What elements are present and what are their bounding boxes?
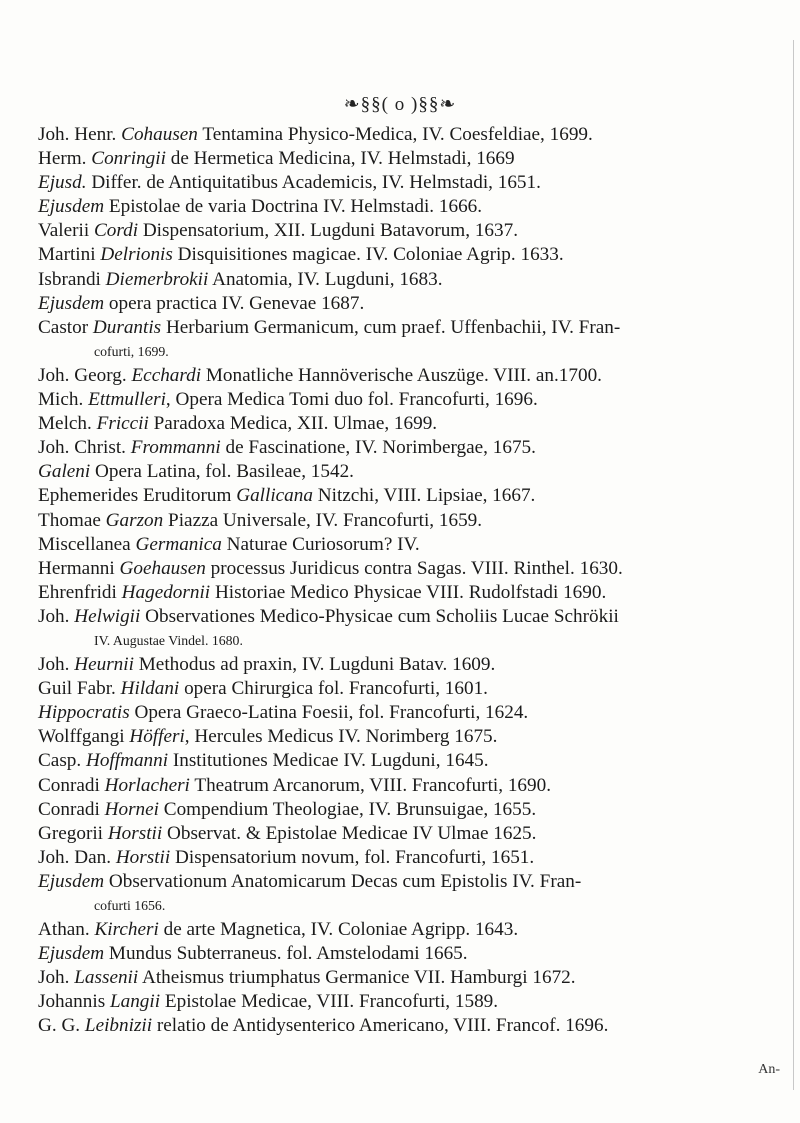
entry-title: Historiae Medico Physicae VIII. Rudolfstadi 1690. bbox=[210, 581, 607, 603]
catalog-entry bbox=[38, 822, 783, 846]
entry-title: Nitzchi, VIII. Lipsiae, 1667. bbox=[312, 485, 536, 507]
entry-title: Dispensatorium novum, fol. Francofurti, 1651. bbox=[170, 846, 535, 868]
catalog-entry bbox=[38, 316, 783, 340]
entry-title: de arte Magnetica, IV. Coloniae Agripp. 1643. bbox=[158, 919, 519, 941]
entry-title: Opera Graeco-Latina Foesii, fol. Francofurti, 1624. bbox=[129, 702, 529, 724]
entry-prefix: Isbrandi bbox=[38, 268, 106, 290]
entry-title: opera Chirurgica fol. Francofurti, 1601. bbox=[179, 678, 488, 700]
entry-title: Methodus ad praxin, IV. Lugduni Batav. 1609. bbox=[133, 654, 496, 676]
catalog-entry bbox=[38, 990, 783, 1014]
entry-title: Epistolae de varia Doctrina IV. Helmstadi. 1666. bbox=[104, 196, 483, 218]
entry-author: Horstii bbox=[115, 846, 171, 868]
entry-prefix: Joh. bbox=[38, 967, 75, 989]
entry-title: Disquisitiones magicae. IV. Coloniae Agrip. 1633. bbox=[172, 244, 564, 266]
entry-prefix: Thomae bbox=[38, 509, 106, 531]
entry-title: Mundus Subterraneus. fol. Amstelodami 1665. bbox=[104, 943, 468, 965]
entry-prefix: Martini bbox=[38, 244, 101, 266]
entry-prefix: Athan. bbox=[38, 919, 95, 941]
entry-author: Hagedornii bbox=[121, 581, 211, 603]
catalog-entry bbox=[38, 1014, 783, 1038]
catchword: An- bbox=[758, 1062, 780, 1077]
entry-author: Helwigii bbox=[74, 605, 141, 627]
entry-prefix: Miscellanea bbox=[38, 533, 136, 555]
entry-list bbox=[38, 123, 783, 1039]
entry-prefix: Conradi bbox=[38, 774, 105, 796]
entry-author: Horlacheri bbox=[104, 774, 190, 796]
entry-author: Ecchardi bbox=[131, 364, 202, 386]
catalog-entry bbox=[38, 243, 783, 267]
catalog-entry bbox=[38, 147, 783, 171]
entry-author: Heurnii bbox=[74, 654, 134, 676]
entry-title: Paradoxa Medica, XII. Ulmae, 1699. bbox=[148, 413, 438, 435]
entry-prefix: Guil Fabr. bbox=[38, 678, 121, 700]
entry-prefix: Hermanni bbox=[38, 557, 120, 579]
entry-author: Leibnizii bbox=[84, 1015, 153, 1037]
entry-author: Gallicana bbox=[236, 485, 313, 507]
entry-title: , Opera Medica Tomi duo fol. Francofurti, 1696. bbox=[165, 389, 538, 411]
entry-prefix: G. G. bbox=[38, 1015, 85, 1037]
catalog-entry bbox=[38, 460, 783, 484]
entry-author: Kircheri bbox=[94, 919, 159, 941]
entry-author: Frommanni bbox=[130, 437, 221, 459]
entry-author: Conringii bbox=[91, 148, 166, 170]
entry-title: Herbarium Germanicum, cum praef. Uffenbachii, IV. Fran- bbox=[161, 316, 621, 338]
entry-prefix: Ehrenfridi bbox=[38, 581, 122, 603]
entry-author: Galeni bbox=[38, 461, 91, 483]
entry-title: Dispensatorium, XII. Lugduni Batavorum, 1637. bbox=[138, 220, 518, 242]
entry-prefix: Joh. Georg. bbox=[38, 364, 132, 386]
catalog-entry bbox=[38, 749, 783, 773]
entry-prefix: Johannis bbox=[38, 991, 110, 1013]
entry-prefix: Joh. bbox=[38, 654, 75, 676]
catalog-entry bbox=[38, 195, 783, 219]
catalog-entry bbox=[38, 677, 783, 701]
catalog-entry bbox=[38, 533, 783, 557]
entry-author: Cordi bbox=[93, 220, 139, 242]
entry-title: Observationes Medico-Physicae cum Scholiis Lucae Schrökii bbox=[140, 605, 619, 627]
catalog-entry bbox=[38, 870, 783, 894]
entry-title: de Fascinatione, IV. Norimbergae, 1675. bbox=[220, 437, 536, 459]
entry-author: Hildani bbox=[120, 678, 180, 700]
entry-author: Ejusdem bbox=[38, 196, 105, 218]
catalog-entry bbox=[38, 509, 783, 533]
catalog-entry bbox=[38, 846, 783, 870]
entry-title: Epistolae Medicae, VIII. Francofurti, 1589. bbox=[160, 991, 499, 1013]
header-ornament: ❧§§( o )§§❧ bbox=[343, 94, 457, 115]
catalog-entry bbox=[38, 942, 783, 966]
entry-author: Diemerbrokii bbox=[105, 268, 209, 290]
entry-title: Anatomia, IV. Lugduni, 1683. bbox=[208, 268, 443, 290]
entry-prefix: Joh. Henr. bbox=[38, 124, 122, 145]
entry-author: Friccii bbox=[96, 413, 149, 435]
entry-prefix: Valerii bbox=[38, 220, 94, 242]
catalog-entry bbox=[38, 557, 783, 581]
catalog-entry bbox=[38, 484, 783, 508]
entry-author: Ettmulleri bbox=[88, 389, 166, 411]
catalog-entry bbox=[38, 701, 783, 725]
entry-prefix: Ephemerides Eruditorum bbox=[38, 485, 237, 507]
entry-continuation: IV. Augustae Vindel. 1680. bbox=[94, 632, 243, 648]
catalog-entry bbox=[38, 774, 783, 798]
catalog-entry bbox=[38, 292, 783, 316]
entry-title: Atheismus triumphatus Germanice VII. Hamburgi 1672. bbox=[138, 967, 576, 989]
entry-author: Garzon bbox=[105, 509, 164, 531]
entry-prefix: Joh. bbox=[38, 605, 75, 627]
entry-author: Horstii bbox=[107, 822, 163, 844]
entry-prefix: Joh. Dan. bbox=[38, 846, 116, 868]
entry-author: Goehausen bbox=[119, 557, 206, 579]
entry-author: Durantis bbox=[92, 316, 162, 338]
entry-author: Delrionis bbox=[100, 244, 173, 266]
entry-title: Institutiones Medicae IV. Lugduni, 1645. bbox=[168, 750, 489, 772]
catalog-entry bbox=[38, 725, 783, 749]
entry-title: Tentamina Physico-Medica, IV. Coesfeldiae, 1699. bbox=[197, 124, 593, 145]
catalog-entry bbox=[38, 388, 783, 412]
entry-prefix: Conradi bbox=[38, 798, 105, 820]
entry-title: Compendium Theologiae, IV. Brunsuigae, 1655. bbox=[158, 798, 537, 820]
entry-prefix: Mich. bbox=[38, 389, 89, 411]
entry-title: relatio de Antidysenterico Americano, VIII. Francof. 1696. bbox=[152, 1015, 609, 1037]
entry-title: Observat. & Epistolae Medicae IV Ulmae 1625. bbox=[162, 822, 537, 844]
catalog-entry bbox=[38, 798, 783, 822]
catalog-entry bbox=[38, 581, 783, 605]
entry-prefix: Casp. bbox=[38, 750, 86, 772]
entry-title: de Hermetica Medicina, IV. Helmstadi, 1669 bbox=[165, 148, 515, 170]
entry-author: Ejusdem bbox=[38, 292, 105, 314]
entry-title: Theatrum Arcanorum, VIII. Francofurti, 1690. bbox=[189, 774, 552, 796]
catalog-entry bbox=[38, 918, 783, 942]
catalog-entry bbox=[38, 605, 783, 629]
page-edge bbox=[793, 40, 794, 1090]
entry-author: Ejusdem bbox=[38, 870, 105, 892]
entry-author: Hoffmanni bbox=[85, 750, 169, 772]
entry-title: Naturae Curiosorum? IV. bbox=[221, 533, 420, 555]
entry-author: Hornei bbox=[104, 798, 159, 820]
entry-prefix: Castor bbox=[38, 316, 93, 338]
entry-title: Observationum Anatomicarum Decas cum Epistolis IV. Fran- bbox=[104, 870, 582, 892]
entry-title: Differ. de Antiquitatibus Academicis, IV. Helmstadi, 1651. bbox=[86, 172, 541, 194]
catalog-entry bbox=[38, 412, 783, 436]
catalog-entry bbox=[38, 123, 783, 147]
catalog-entry bbox=[38, 171, 783, 195]
entry-prefix: Wolffgangi bbox=[38, 726, 130, 748]
entry-continuation: cofurti 1656. bbox=[94, 898, 166, 913]
entry-author: Ejusdem bbox=[38, 943, 105, 965]
entry-prefix: Melch. bbox=[38, 413, 97, 435]
entry-continuation: cofurti, 1699. bbox=[94, 343, 169, 359]
entry-author: Ejusd. bbox=[38, 172, 87, 194]
entry-title: opera practica IV. Genevae 1687. bbox=[104, 292, 365, 314]
entry-title: , Hercules Medicus IV. Norimberg 1675. bbox=[184, 726, 498, 748]
entry-title: Monatliche Hannöverische Auszüge. VIII. an.1700. bbox=[201, 364, 602, 386]
entry-author: Langii bbox=[109, 991, 161, 1013]
entry-prefix: Joh. Christ. bbox=[38, 437, 131, 459]
catalog-entry bbox=[38, 364, 783, 388]
catalog-entry bbox=[38, 219, 783, 243]
entry-author: Lassenii bbox=[74, 967, 139, 989]
entry-prefix: Gregorii bbox=[38, 822, 108, 844]
entry-title: processus Juridicus contra Sagas. VIII. Rinthel. 1630. bbox=[205, 557, 623, 579]
catalog-entry bbox=[38, 436, 783, 460]
catalog-entry bbox=[38, 653, 783, 677]
catalog-entry bbox=[38, 268, 783, 292]
entry-prefix: Herm. bbox=[38, 148, 92, 170]
catalog-entry bbox=[38, 966, 783, 990]
entry-title: Opera Latina, fol. Basileae, 1542. bbox=[90, 461, 354, 483]
entry-author: Hippocratis bbox=[38, 702, 130, 724]
entry-title: Piazza Universale, IV. Francofurti, 1659. bbox=[163, 509, 483, 531]
entry-author: Cohausen bbox=[121, 124, 198, 145]
entry-author: Germanica bbox=[135, 533, 222, 555]
entry-author: Höfferi bbox=[129, 726, 185, 748]
